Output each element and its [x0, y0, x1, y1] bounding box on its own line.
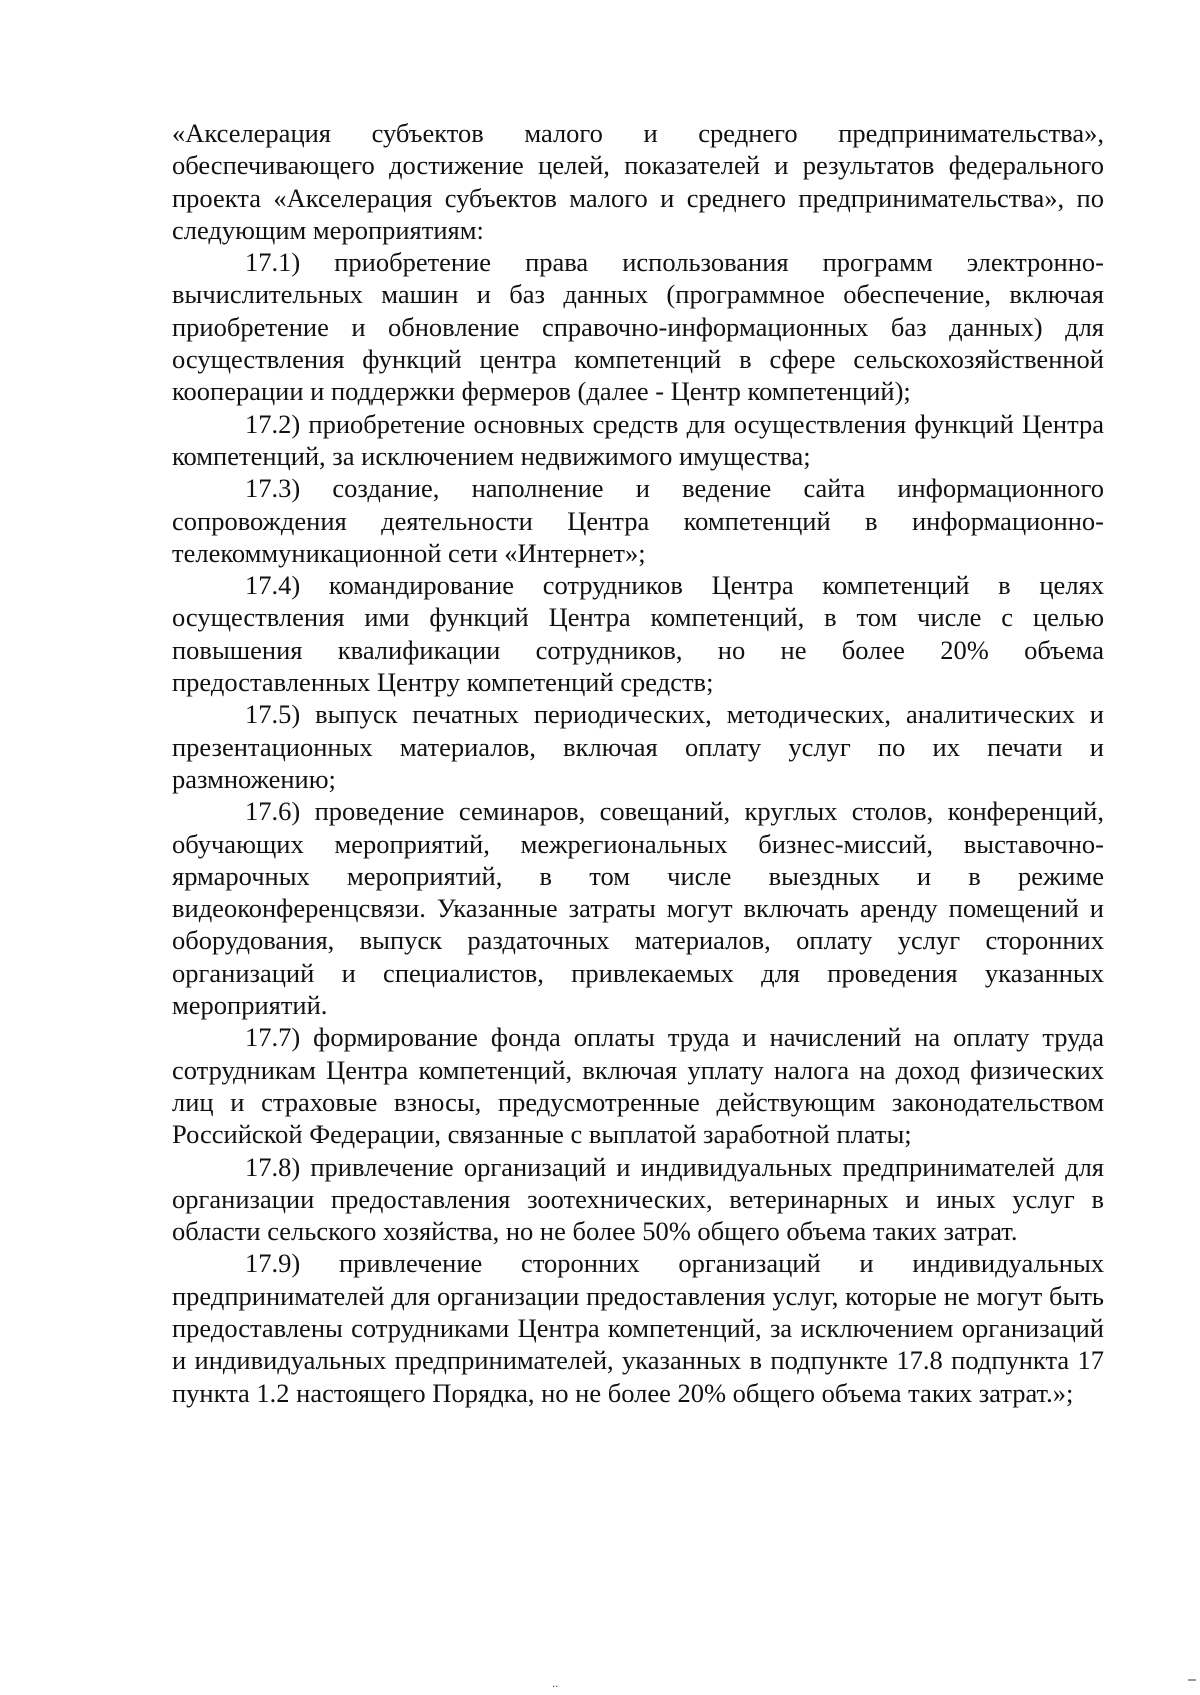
document-body	[172, 117, 1104, 1409]
item-17-5: 17.5) выпуск печатных периодических, методических, аналитических и презентационных материалов, включая оплату услуг по их печати и размножению;	[172, 699, 1104, 794]
item-17-8: 17.8) привлечение организаций и индивидуальных предпринимателей для организации предоставления зоотехнических, ветеринарных и иных услуг в области сельского хозяйства, но не более 50% общего объема таких затрат.	[172, 1151, 1104, 1247]
item-17-3: 17.3) создание, наполнение и ведение сайта информационного сопровождения деятельности Центра компетенций в информационно-телекоммуникационной сети «Интернет»;	[172, 473, 1104, 568]
item-17-6: 17.6) проведение семинаров, совещаний, круглых столов, конференций, обучающих мероприятий, межрегиональных бизнес-миссий, выставочно-ярмарочных мероприятий, в том числе выездных и в режиме видеоконференцсвязи. Указанные затраты могут включать аренду помещений и оборудования, выпуск раздаточных материалов, оплату услуг сторонних организаций и специалистов, привлекаемых для проведения указанных мероприятий.	[172, 796, 1104, 1021]
item-17-9: 17.9) привлечение сторонних организаций и индивидуальных предпринимателей для организации предоставления услуг, которые не могут быть предоставлены сотрудниками Центра компетенций, за исключением организаций и индивидуальных предпринимателей, указанных в подпункте 17.8 подпункта 17 пункта 1.2 настоящего Порядка, но не более 20% общего объема таких затрат.»;	[172, 1248, 1104, 1408]
item-17-4: 17.4) командирование сотрудников Центра компетенций в целях осуществления ими функций Центра компетенций, в том числе с целью повышения квалификации сотрудников, но не более 20% объема предоставленных Центру компетенций средств;	[172, 570, 1104, 698]
corner-scan-artifact	[1188, 1679, 1196, 1681]
scan-artifact-mark: ..	[552, 1679, 559, 1690]
intro-paragraph: «Акселерация субъектов малого и среднего предпринимательства», обеспечивающего достижение целей, показателей и результатов федерального проекта «Акселерация субъектов малого и среднего предпринимательства», по следующим мероприятиям:	[172, 118, 1104, 245]
item-17-7: 17.7) формирование фонда оплаты труда и начислений на оплату труда сотрудникам Центра компетенций, включая уплату налога на доход физических лиц и страховые взносы, предусмотренные действующим законодательством Российской Федерации, связанные с выплатой заработной платы;	[172, 1022, 1104, 1150]
item-17-2: 17.2) приобретение основных средств для осуществления функций Центра компетенций, за исключением недвижимого имущества;	[172, 408, 1104, 471]
item-17-1: 17.1) приобретение права использования программ электронно-вычислительных машин и баз данных (программное обеспечение, включая приобретение и обновление справочно-информационных баз данных) для осуществления функций центра компетенций в сфере сельскохозяйственной кооперации и поддержки фермеров (далее - Центр компетенций);	[172, 247, 1104, 407]
